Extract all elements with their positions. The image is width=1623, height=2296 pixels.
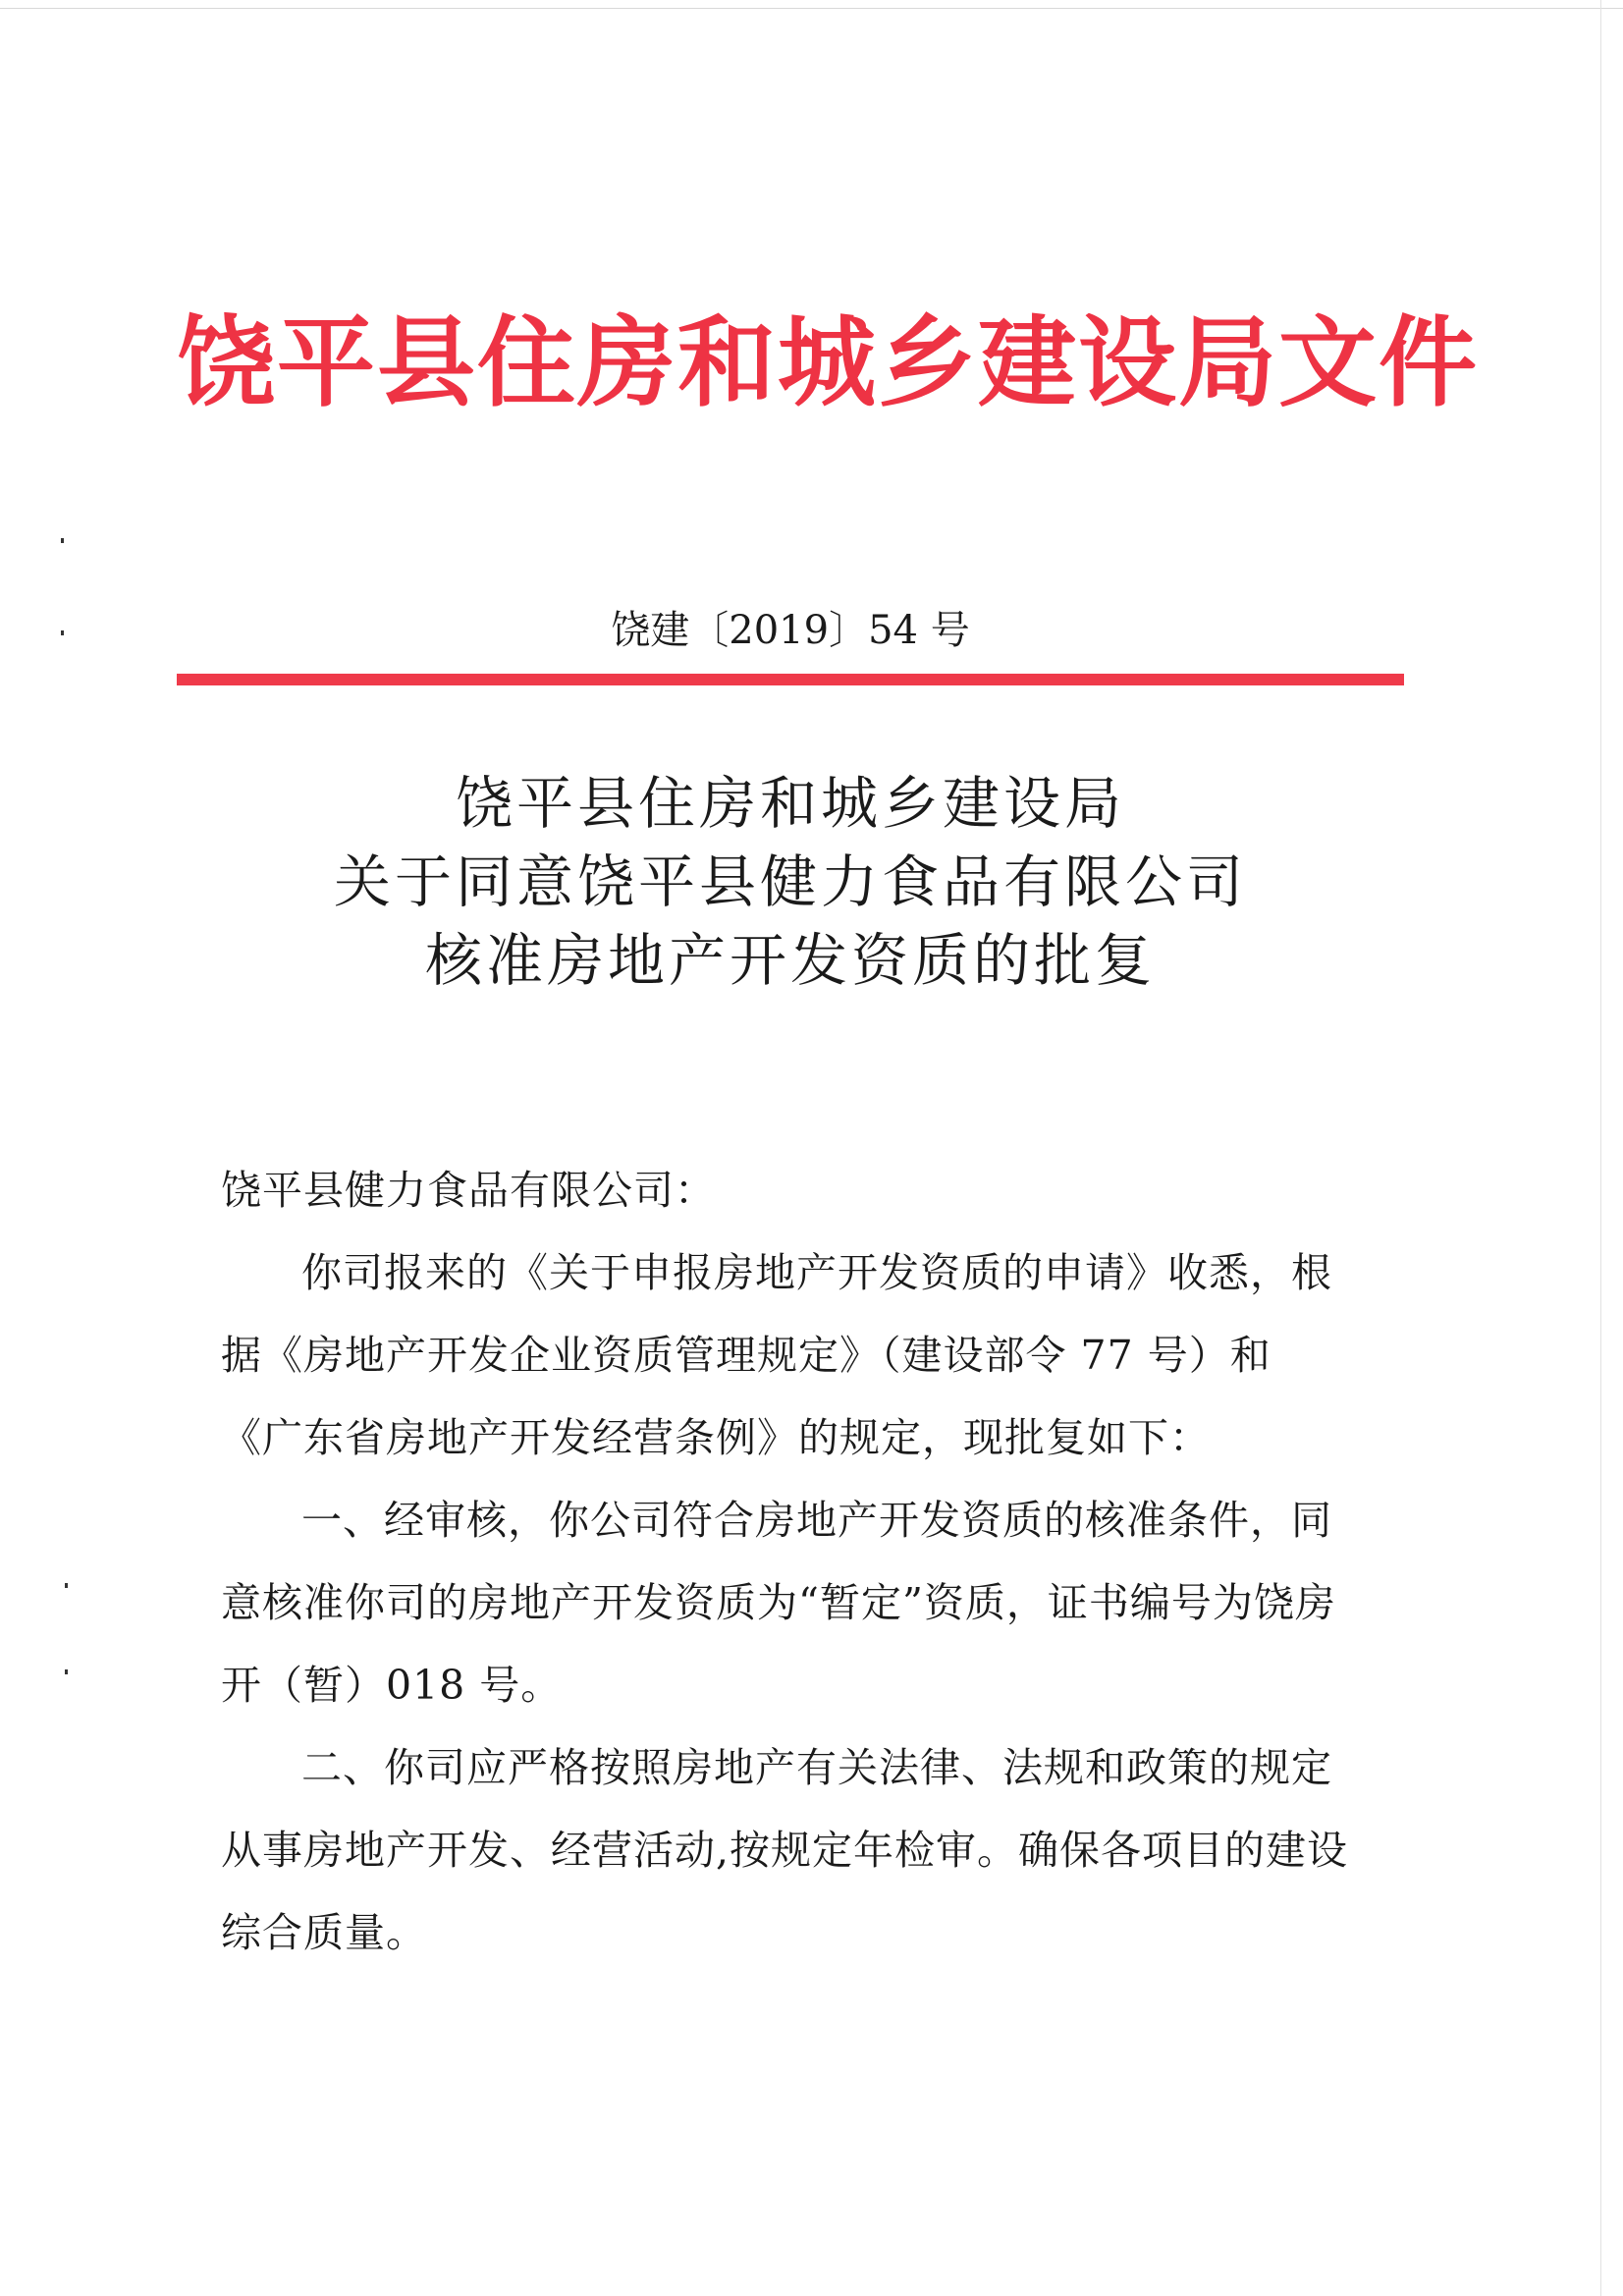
document-body: [221, 1149, 1350, 1974]
body-paragraph-3: 二、你司应严格按照房地产有关法律、法规和政策的规定从事房地产开发、经营活动,按规定年检审。确保各项目的建设综合质量。: [221, 1744, 1349, 1956]
page-top-edge: [0, 8, 1623, 9]
title-line-2: 关于同意饶平县健力食品有限公司: [333, 848, 1247, 915]
red-separator-rule: [177, 674, 1404, 685]
document-header-title: 饶平县住房和城乡建设局文件: [177, 305, 1479, 420]
title-line-3: 核准房地产开发资质的批复: [424, 927, 1156, 994]
salutation: 饶平县健力食品有限公司：: [221, 1167, 716, 1214]
document-title: [0, 764, 1581, 1000]
scan-speck: [61, 538, 64, 543]
body-paragraph-2: 一、经审核，你公司符合房地产开发资质的核准条件，同意核准你司的房地产开发资质为“暂定”资质，证书编号为饶房开（暂）018 号。: [221, 1497, 1336, 1709]
scan-speck: [65, 1669, 68, 1674]
page-right-edge: [1600, 0, 1601, 2296]
title-line-1: 饶平县住房和城乡建设局: [455, 770, 1125, 837]
document-number: 饶建〔2019〕54 号: [611, 608, 970, 653]
scan-speck: [65, 1583, 68, 1588]
body-paragraph-1: 你司报来的《关于申报房地产开发资质的申请》收悉，根据《房地产开发企业资质管理规定》（建设部令 77 号）和《广东省房地产开发经营条例》的规定，现批复如下：: [221, 1249, 1332, 1461]
